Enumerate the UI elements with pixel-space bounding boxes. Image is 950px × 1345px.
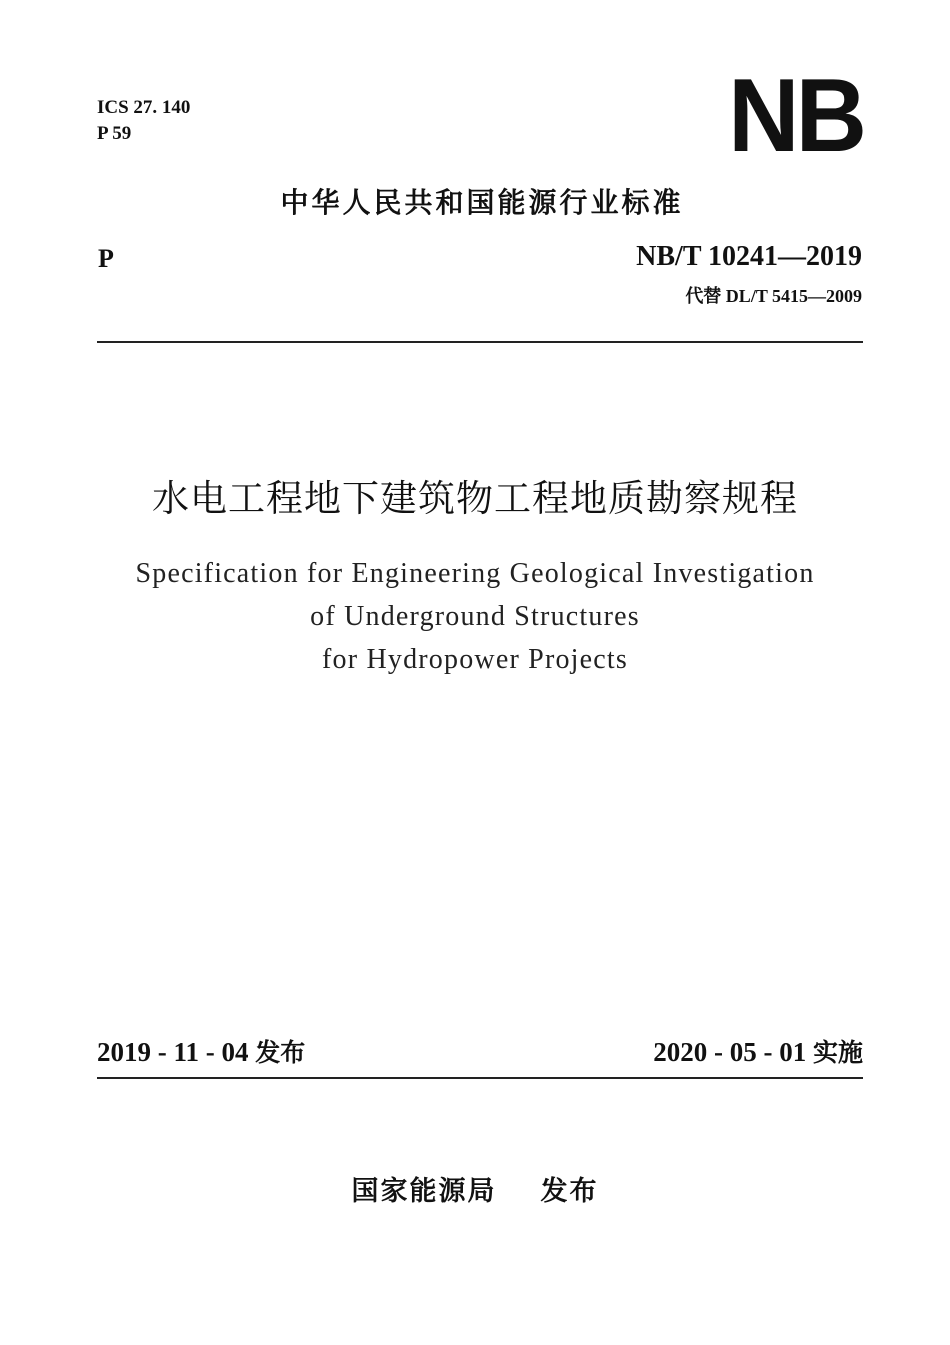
bottom-divider <box>97 1077 863 1079</box>
implement-date: 2020 - 05 - 01 <box>653 1037 807 1067</box>
standard-number: NB/T 10241—2019 <box>636 241 862 272</box>
title-english-line-2: of Underground Structures <box>310 601 640 632</box>
publisher-line <box>0 1172 950 1212</box>
title-chinese: 水电工程地下建筑物工程地质勘察规程 <box>152 477 798 520</box>
title-english-line-1: Specification for Engineering Geological Investigation <box>135 558 815 589</box>
title-english <box>0 552 950 681</box>
nb-logo: NB <box>727 58 863 174</box>
ministry-line: 中华人民共和国能源行业标准 <box>280 186 684 219</box>
top-divider <box>97 341 863 343</box>
replaces-standard: 代替 DL/T 5415—2009 <box>685 286 862 306</box>
title-english-line-3: for Hydropower Projects <box>322 644 628 675</box>
publisher-name: 国家能源局 <box>351 1176 497 1207</box>
issue-date: 2019 - 11 - 04 <box>97 1037 249 1067</box>
implement-date-block <box>653 1035 863 1070</box>
classification-codes <box>97 95 190 147</box>
issue-date-block <box>97 1035 305 1070</box>
issue-label: 发布 <box>255 1038 306 1067</box>
implement-label: 实施 <box>812 1038 863 1067</box>
publisher-label: 发布 <box>540 1176 599 1207</box>
category-mark: P <box>98 244 114 273</box>
class-code: P 59 <box>97 123 132 144</box>
ics-code: ICS 27. 140 <box>97 97 191 118</box>
